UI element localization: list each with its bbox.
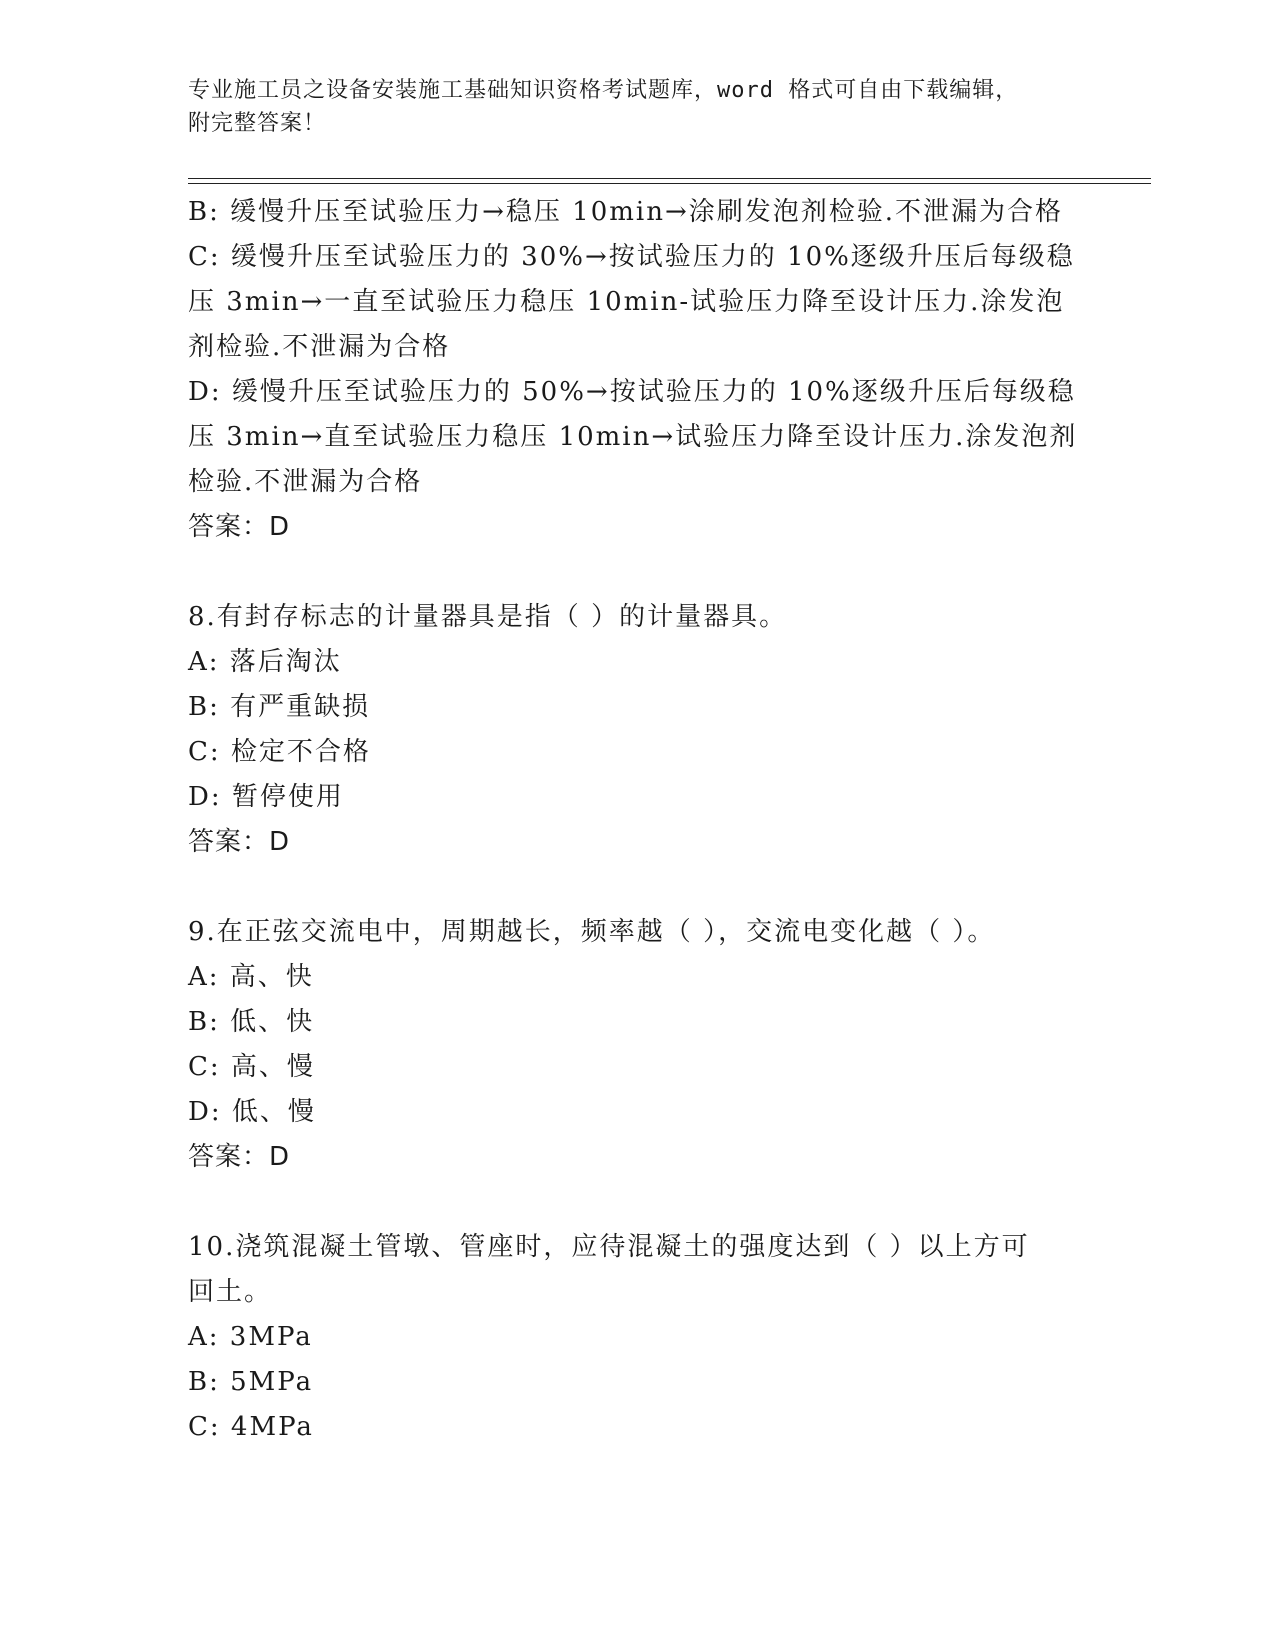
- spacer: [188, 865, 1088, 910]
- continued-question: [188, 190, 1088, 550]
- question-9: [188, 910, 1088, 1180]
- option-c: C: 检定不合格: [188, 737, 371, 767]
- answer-label: 答案：D: [188, 1142, 291, 1172]
- question-10: [188, 1225, 1088, 1450]
- question-8: [188, 595, 1088, 865]
- option-line: B: 缓慢升压至试验压力→稳压 10min→涂刷发泡剂检验.不泄漏为合格: [188, 197, 1064, 227]
- option-d: D: 暂停使用: [188, 782, 344, 812]
- option-b: B: 5MPa: [188, 1367, 314, 1397]
- header-rule-top: [188, 178, 1151, 179]
- option-a: A: 高、快: [188, 962, 314, 992]
- option-line: C: 缓慢升压至试验压力的 30%→按试验压力的 10%逐级升压后每级稳: [188, 242, 1075, 272]
- header-line-2: 附完整答案！: [188, 111, 327, 136]
- option-line: 压 3min→直至试验压力稳压 10min→试验压力降至设计压力.涂发泡剂: [188, 422, 1078, 452]
- question-text: 8.有封存标志的计量器具是指（ ）的计量器具。: [188, 602, 788, 632]
- option-a: A: 落后淘汰: [188, 647, 342, 677]
- option-c: C: 高、慢: [188, 1052, 315, 1082]
- header-rule-bottom: [188, 183, 1151, 184]
- option-b: B: 有严重缺损: [188, 692, 371, 722]
- question-text: 10.浇筑混凝土管墩、管座时，应待混凝土的强度达到（ ）以上方可: [188, 1232, 1030, 1262]
- option-line: D: 缓慢升压至试验压力的 50%→按试验压力的 10%逐级升压后每级稳: [188, 377, 1076, 407]
- option-a: A: 3MPa: [188, 1322, 313, 1352]
- question-text: 9.在正弦交流电中，周期越长，频率越（ ），交流电变化越（ ）。: [188, 917, 996, 947]
- option-b: B: 低、快: [188, 1007, 315, 1037]
- option-c: C: 4MPa: [188, 1412, 314, 1442]
- option-line: 压 3min→一直至试验压力稳压 10min-试验压力降至设计压力.涂发泡: [188, 287, 1065, 317]
- answer-label: 答案：D: [188, 827, 291, 857]
- option-line: 剂检验.不泄漏为合格: [188, 332, 451, 362]
- header-line-1: 专业施工员之设备安装施工基础知识资格考试题库，word 格式可自由下载编辑，: [188, 78, 1019, 103]
- spacer: [188, 1180, 1088, 1225]
- question-text: 回土。: [188, 1277, 273, 1307]
- question-content: [188, 190, 1088, 1450]
- spacer: [188, 550, 1088, 595]
- answer-label: 答案：D: [188, 512, 291, 542]
- document-header: [188, 74, 1088, 140]
- option-line: 检验.不泄漏为合格: [188, 467, 423, 497]
- option-d: D: 低、慢: [188, 1097, 316, 1127]
